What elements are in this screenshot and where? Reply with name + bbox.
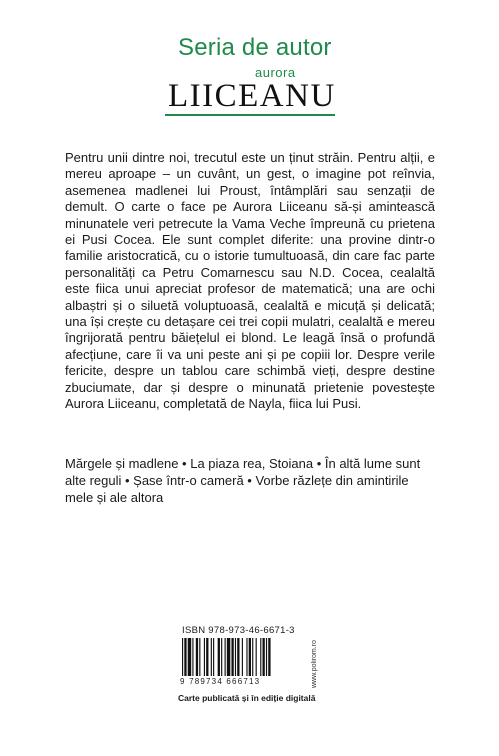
barcode-bar: [211, 638, 212, 676]
isbn-label: ISBN 978-973-46-6671-3: [182, 625, 295, 636]
barcode-bar: [249, 638, 251, 676]
barcode-bar: [242, 638, 243, 676]
barcode-bar: [199, 638, 200, 676]
series-title: Seria de autor: [178, 34, 332, 61]
cover-header: [0, 0, 499, 120]
blurb-text: Pentru unii dintre noi, trecutul este un ținut străin. Pentru alții, e mereu aproape – un cuvânt, un gest, o imagine pot reînvia, asemenea madlenei lui Proust, întâmplări sau senzații de demult. O carte o face pe Aurora Liiceanu să-și amintească minunatele veri petrecute la Vama Veche împreună cu prietena ei Pusi Cocea. Ele sunt complet diferite: una provine dintr-o familie aristocratică, cu o istorie tumultuoasă, din care fac parte personalități ca Petru Comarnescu sau N.D. Cocea, cealaltă este fiica unui apreciat profesor de matematică; una are ochi albaștri și o siluetă voluptuoasă, cealaltă e micuță și delicată; una își crește cu detașare cei trei copii mulatri, cealaltă e mereu îngrijorată pentru băiețelul ei blond. Le leagă însă o profundă afecțiune, care îi va uni peste ani și pe copiii lor. Despre verile fericite, despre un tablou care schimbă vieți, despre destine zbuciumate, dar și despre o minunată prietenie povestește Aurora Liiceanu, completată de Nayla, fiica lui Pusi.: [65, 150, 435, 412]
barcode-bar: [188, 638, 191, 676]
barcode-digits: 9 789734 666713: [180, 677, 261, 686]
barcode-bar: [196, 638, 198, 676]
barcode-bar: [192, 638, 193, 676]
barcode-bar: [227, 638, 230, 676]
barcode-bar: [237, 638, 239, 676]
contents-list: Mărgele și madlene • La piaza rea, Stoiana • În altă lume sunt alte reguli • Șase într-o cameră • Vorbe răzlețe din amintirile mele și ale altora: [65, 456, 421, 505]
barcode-graphic: [180, 638, 308, 676]
barcode-bar: [246, 638, 247, 676]
barcode-bar: [231, 638, 233, 676]
barcode-bar: [268, 638, 270, 676]
barcode-bar: [221, 638, 222, 676]
barcode-bar: [206, 638, 208, 676]
barcode-bar: [235, 638, 236, 676]
publisher-website: www.polirom.ro: [311, 640, 318, 688]
digital-edition-note: Carte publicată și în ediție digitală: [178, 693, 316, 703]
barcode-bar: [256, 638, 257, 676]
barcode-bar: [260, 638, 261, 676]
barcode-bar: [218, 638, 220, 676]
barcode-bar: [184, 638, 186, 676]
barcode-bar: [204, 638, 205, 676]
header-divider: [165, 114, 335, 116]
barcode-bar: [182, 638, 183, 676]
barcode-bar: [213, 638, 214, 676]
barcode-bar: [252, 638, 253, 676]
author-first-name: aurora: [255, 65, 296, 80]
author-last-name: LIICEANU: [168, 78, 336, 114]
barcode-bar: [263, 638, 265, 676]
barcode-bar: [225, 638, 226, 676]
barcode-bar: [266, 638, 267, 676]
